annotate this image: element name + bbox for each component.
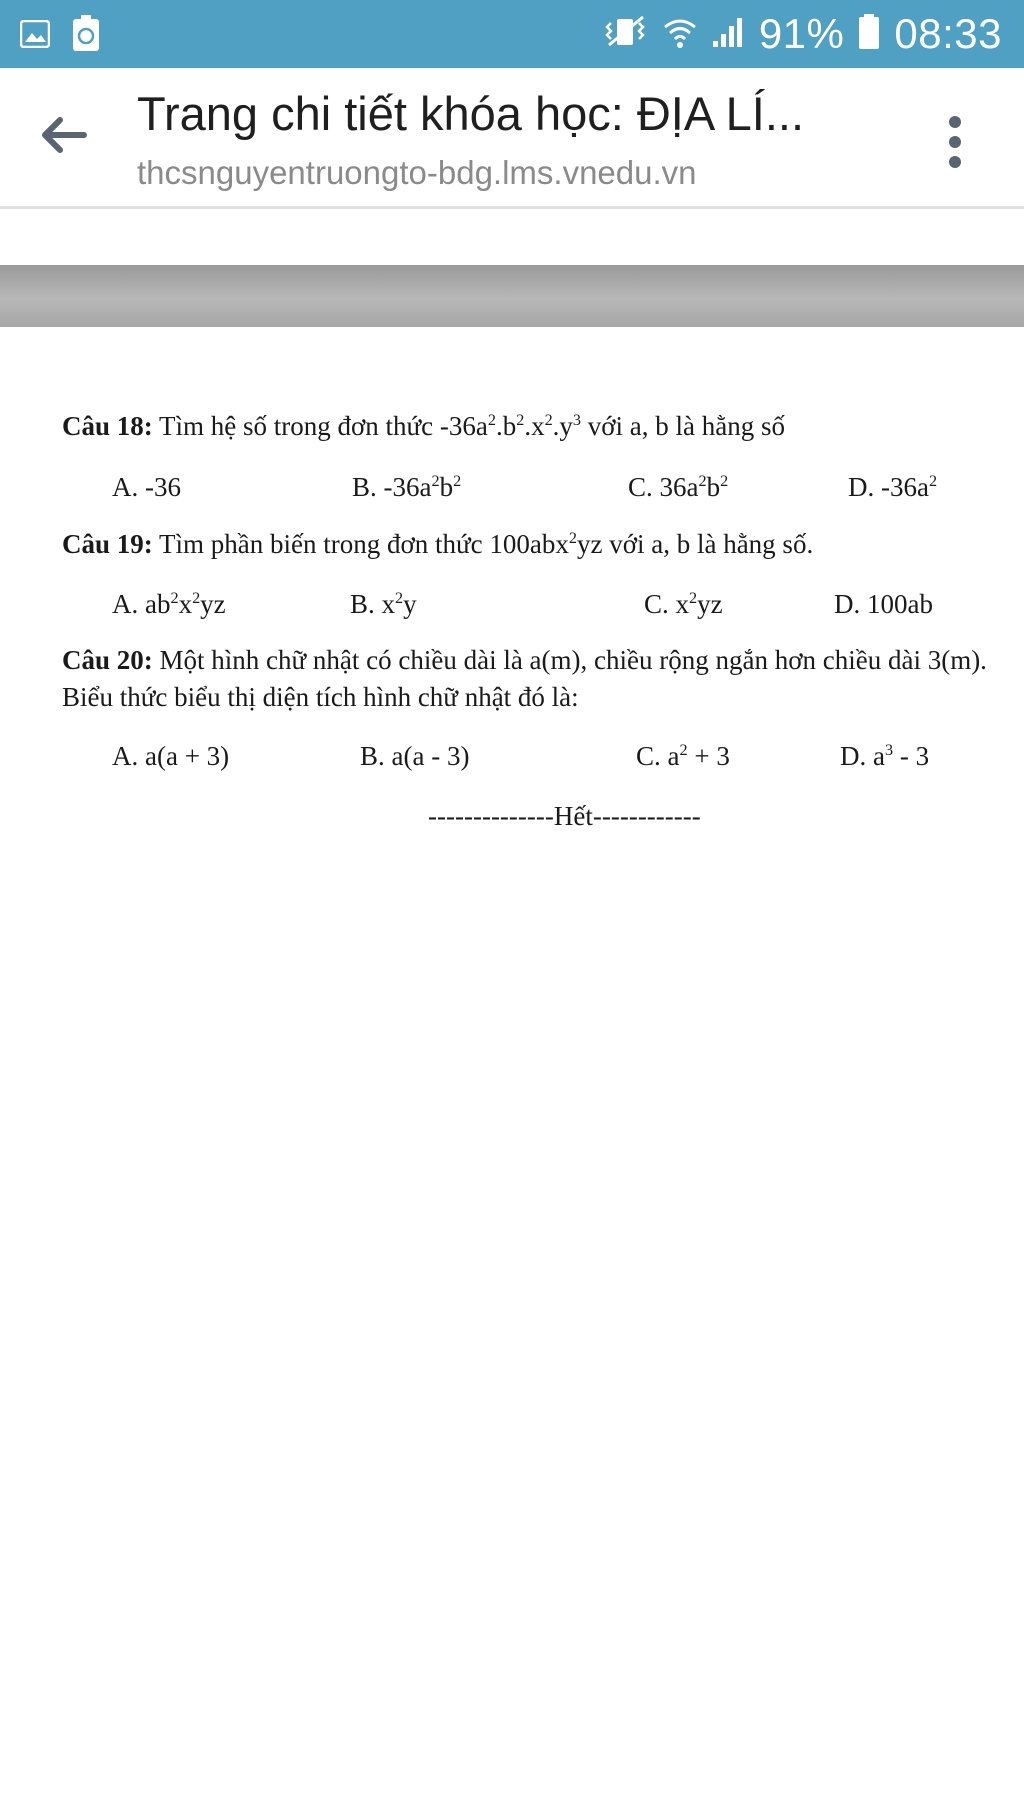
- q18-option-d: D. $-36a^2$: [848, 472, 938, 502]
- q19-option-d: D. 100ab: [834, 589, 933, 619]
- q20-option-b: B. a(a - 3): [360, 741, 470, 771]
- clock: 08:33: [894, 10, 1002, 57]
- cellular-signal-icon: [711, 15, 745, 54]
- q19-option-a: A. $ab^2x^2yz$: [112, 589, 226, 619]
- question-19: Câu 19: Tìm phần biến trong đơn thức 100abx$^2$yz với a, b là hằng số.: [62, 529, 814, 559]
- q20-option-d: D. $a^3 - 3$: [840, 741, 930, 771]
- question-20-line-2: Biểu thức biểu thị diện tích hình chữ nhật đó là:: [62, 682, 579, 712]
- question-20: Câu 20: Một hình chữ nhật có chiều dài là a(m), chiều rộng ngắn hơn chiều dài 3(m).: [62, 645, 987, 675]
- question-label: Câu 19:: [62, 529, 153, 559]
- document-toolbar-band: [0, 265, 1024, 327]
- q20-option-a: A. a(a + 3): [112, 741, 230, 771]
- vibrate-mute-icon: [603, 15, 649, 54]
- q20-option-c: C. $a^2 + 3$: [636, 741, 730, 771]
- overflow-menu-button[interactable]: [942, 112, 968, 172]
- q18-option-c: C. $36a^2b^2$: [628, 472, 729, 502]
- back-arrow-icon: [38, 147, 88, 164]
- q18-option-b: B. $-36a^2b^2$: [352, 472, 462, 502]
- question-label: Câu 20:: [62, 645, 153, 675]
- q19-option-c: C. $x^2yz$: [644, 589, 723, 619]
- back-button[interactable]: [38, 110, 98, 166]
- page-url: thcsnguyentruongto-bdg.lms.vnedu.vn: [137, 154, 697, 191]
- q18-option-a: A. -36: [112, 472, 181, 502]
- battery-icon: [858, 14, 880, 55]
- gallery-notification-icon: [20, 20, 50, 53]
- recycle-notification-icon: [72, 14, 100, 57]
- battery-percent: 91%: [758, 10, 845, 57]
- end-marker: --------------Hết------------: [428, 801, 701, 831]
- page-title: Trang chi tiết khóa học: ĐỊA LÍ...: [137, 87, 805, 140]
- more-vert-icon: [942, 159, 968, 176]
- status-bar: [0, 0, 1024, 68]
- status-icons: [603, 0, 1002, 68]
- q19-option-b: B. $x^2y$: [350, 589, 417, 619]
- question-18: Câu 18: Tìm hệ số trong đơn thức $-36a^2.b^2.x^2.y^3$ với a, b là hằng số: [62, 411, 786, 441]
- question-label: Câu 18:: [62, 411, 153, 441]
- app-bar: [0, 68, 1024, 209]
- wifi-icon: [663, 15, 697, 54]
